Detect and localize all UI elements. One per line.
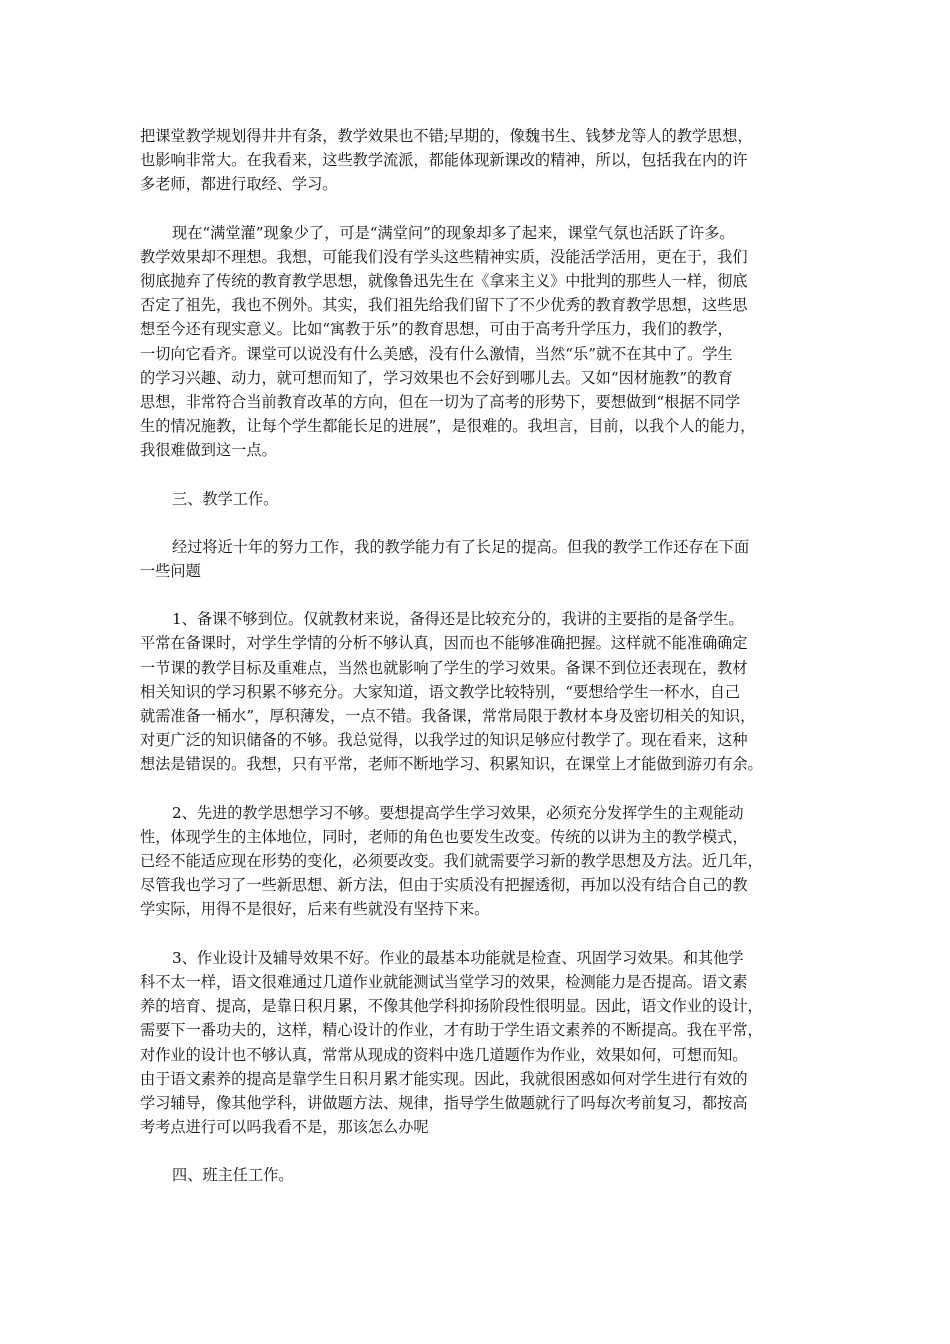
paragraph	[140, 221, 824, 463]
section-heading	[140, 1163, 824, 1187]
paragraph-line: 思想，非常符合当前教育改革的方向，但在一切为了高考的形势下，要想做到“根据不同学	[140, 393, 741, 412]
paragraph-line: 把课堂教学规划得井井有条，教学效果也不错;早期的，像魏书生、钱梦龙等人的教学思想，	[140, 127, 753, 145]
paragraph-line: 对作业的设计也不够认真，常常从现成的资料中选几道题作为作业，效果如何，可想而知。	[140, 1045, 748, 1064]
paragraph	[140, 535, 824, 583]
paragraph-line: 现在“满堂灌”现象少了，可是“满堂问”的现象却多了起来，课堂气氛也活跃了许多。	[172, 223, 735, 242]
paragraph-line: 科不太一样，语文很难通过几道作业就能测试当堂学习的效果，检测能力是否提高。语文素	[140, 972, 748, 991]
paragraph-line: 对更广泛的知识储备的不够。我总觉得，以我学过的知识足够应付教学了。现在看来，这种	[140, 731, 748, 750]
paragraph-line: 想法是错误的。我想，只有平常，老师不断地学习、积累知识，在课堂上才能做到游刃有余。	[140, 755, 763, 774]
paragraph-line: 生的情况施教，让每个学生都能长足的进展”，是很难的。我坦言，目前，以我个人的能力，	[140, 417, 756, 436]
paragraph-line: 一节课的教学目标及重难点，当然也就影响了学生的学习效果。备课不到位还表现在，教材	[140, 658, 748, 677]
paragraph-line: 的学习兴趣、动力，就可想而知了，学习效果也不会好到哪儿去。又如“因材施教”的教育	[140, 368, 733, 387]
paragraph-line: 否定了祖先，我也不例外。其实，我们祖先给我们留下了不少优秀的教育教学思想，这些思	[140, 296, 748, 315]
paragraph-line: 想至今还有现实意义。比如“寓教于乐”的教育思想，可由于高考升学压力，我们的教学，	[140, 320, 733, 339]
paragraph-line: 我很难做到这一点。	[140, 441, 277, 460]
paragraph	[140, 607, 824, 776]
paragraph	[140, 124, 824, 197]
heading-text: 四、班主任工作。	[172, 1166, 294, 1185]
paragraph-line: 彻底抛弃了传统的教育教学思想，就像鲁迅先生在《拿来主义》中批判的那些人一样，彻底	[140, 272, 748, 291]
paragraph-line: 养的培育、提高，是靠日积月累，不像其他学科抑扬阶段性很明显。因此，语文作业的设计，	[140, 997, 763, 1016]
paragraph-line: 需要下一番功夫的，这样，精心设计的作业，才有助于学生语文素养的不断提高。我在平常，	[140, 1021, 763, 1040]
paragraph-line: 经过将近十年的努力工作，我的教学能力有了长足的提高。但我的教学工作还存在下面	[172, 537, 750, 556]
paragraph-line: 性，体现学生的主体地位，同时，老师的角色也要发生改变。传统的以讲为主的教学模式，	[140, 827, 748, 846]
paragraph-line: 一切向它看齐。课堂可以说没有什么美感，没有什么激情，当然“乐”就不在其中了。学生	[140, 344, 733, 363]
paragraph-line: 也影响非常大。在我看来，这些教学流派，都能体现新课改的精神，所以，包括我在内的许	[140, 151, 748, 170]
paragraph	[140, 946, 824, 1140]
paragraph	[140, 801, 824, 922]
paragraph-line: 3、作业设计及辅导效果不好。作业的最基本功能就是检查、巩固学习效果。和其他学	[172, 948, 744, 967]
document-page	[140, 124, 824, 1212]
paragraph-line: 尽管我也学习了一些新思想、新方法，但由于实质没有把握透彻，再加以没有结合自己的教	[140, 876, 748, 895]
paragraph-line: 2、先进的教学思想学习不够。要想提高学生学习效果，必须充分发挥学生的主观能动	[172, 803, 744, 822]
paragraph-line: 就需准备一桶水”，厚积薄发，一点不错。我备课，常常局限于教材本身及密切相关的知识，	[140, 707, 756, 726]
paragraph-line: 教学效果却不理想。我想，可能我们没有学头这些精神实质，没能活学活用，更在于，我们	[140, 247, 748, 266]
paragraph-line: 1、备课不够到位。仅就教材来说，备得还是比较充分的，我讲的主要指的是备学生。	[172, 610, 744, 629]
paragraph-line: 考考点进行可以吗我看不是，那该怎么办呢	[140, 1118, 429, 1137]
section-heading	[140, 487, 824, 511]
paragraph-line: 已经不能适应现在形势的变化，必须要改变。我们就需要学习新的教学思想及方法。近几年，	[140, 852, 763, 871]
paragraph-line: 平常在备课时，对学生学情的分析不够认真，因而也不能够准确把握。这样就不能准确确定	[140, 634, 748, 653]
paragraph-line: 学实际，用得不是很好，后来有些就没有坚持下来。	[140, 900, 490, 919]
paragraph-line: 由于语文素养的提高是靠学生日积月累才能实现。因此，我就很困惑如何对学生进行有效的	[140, 1069, 748, 1088]
paragraph-line: 相关知识的学习积累不够充分。大家知道，语文教学比较特别，“要想给学生一杯水，自己	[140, 682, 741, 701]
paragraph-line: 多老师，都进行取经、学习。	[140, 175, 338, 194]
heading-text: 三、教学工作。	[172, 489, 279, 508]
paragraph-line: 学习辅导，像其他学科，讲做题方法、规律，指导学生做题就行了吗每次考前复习，都按高	[140, 1093, 748, 1112]
paragraph-line: 一些问题	[140, 562, 201, 581]
